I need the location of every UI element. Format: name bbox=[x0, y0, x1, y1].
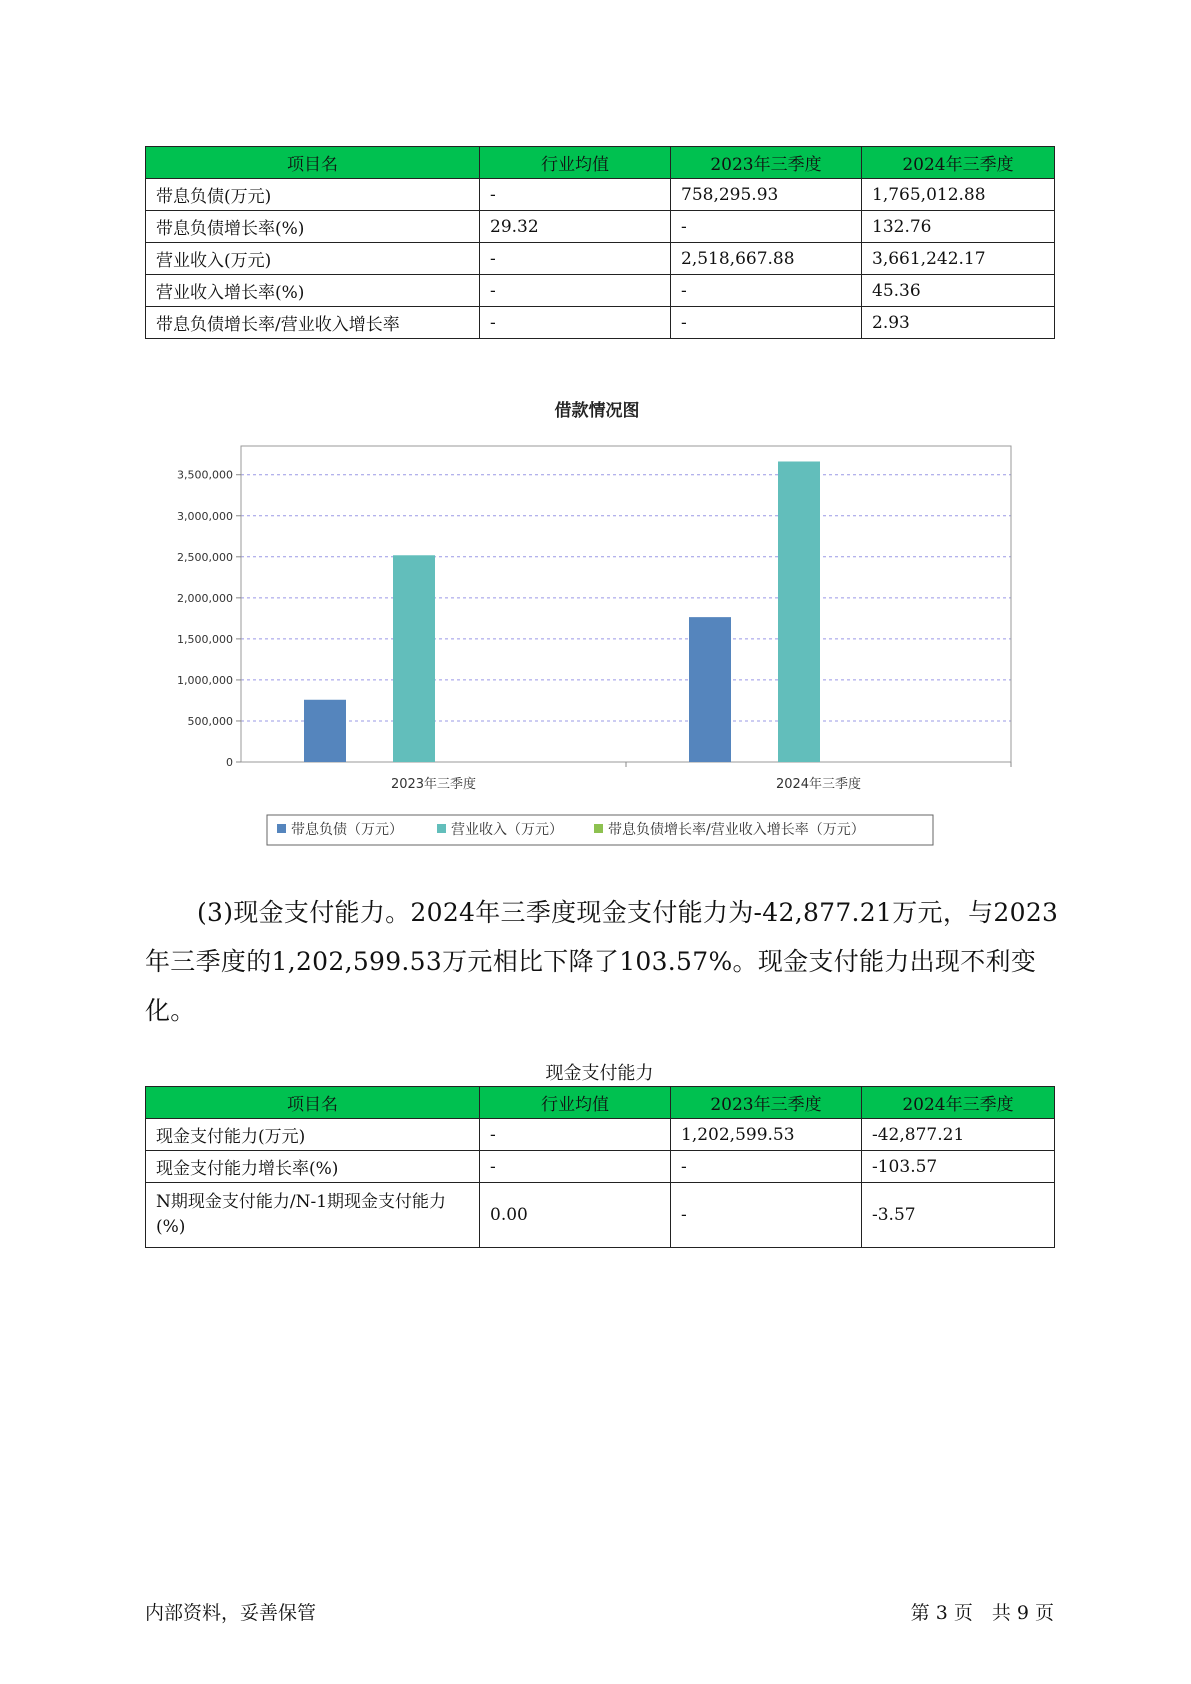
legend-swatch bbox=[277, 824, 286, 833]
y-tick-label: 3,000,000 bbox=[177, 509, 233, 523]
cell-name: 现金支付能力(万元) bbox=[146, 1119, 480, 1151]
cell-2023: 758,295.93 bbox=[671, 179, 862, 211]
debt-table bbox=[145, 146, 1055, 339]
cell-2023: - bbox=[671, 1183, 862, 1248]
table-row bbox=[146, 1183, 1055, 1248]
header-2024q3: 2024年三季度 bbox=[862, 1087, 1055, 1119]
cell-avg: - bbox=[480, 243, 671, 275]
bar-1-2 bbox=[689, 617, 731, 762]
y-tick-label: 3,500,000 bbox=[177, 468, 233, 482]
header-2023q3: 2023年三季度 bbox=[671, 1087, 862, 1119]
y-tick-label: 500,000 bbox=[187, 714, 233, 728]
borrowing-chart bbox=[0, 390, 1191, 850]
x-tick-label: 2024年三季度 bbox=[775, 777, 862, 792]
y-tick-label: 0 bbox=[226, 756, 233, 769]
table-row bbox=[146, 1151, 1055, 1183]
footer-confidential: 内部资料，妥善保管 bbox=[145, 1602, 317, 1624]
cell-2023: - bbox=[671, 1151, 862, 1183]
table-header-row bbox=[146, 1087, 1055, 1119]
footer-page-number: 第 3 页 共 9 页 bbox=[910, 1602, 1054, 1624]
cell-avg: - bbox=[480, 1119, 671, 1151]
cell-name: 现金支付能力增长率(%) bbox=[146, 1151, 480, 1183]
table-row bbox=[146, 307, 1055, 339]
cell-2023: 2,518,667.88 bbox=[671, 243, 862, 275]
legend-label: 带息负债（万元） bbox=[291, 822, 403, 838]
header-item-name: 项目名 bbox=[146, 1087, 480, 1119]
plot-area-frame bbox=[241, 446, 1011, 762]
cell-name: 带息负债增长率/营业收入增长率 bbox=[146, 307, 480, 339]
header-2024q3: 2024年三季度 bbox=[862, 147, 1055, 179]
cell-2024: -103.57 bbox=[862, 1151, 1055, 1183]
cash-payment-paragraph: (3)现金支付能力。2024年三季度现金支付能力为-42,877.21万元，与2023年三季度的1,202,599.53万元相比下降了103.57%。现金支付能力出现不利变化。 bbox=[145, 898, 1059, 1025]
y-axis-ticks bbox=[177, 469, 241, 769]
cell-2023: 1,202,599.53 bbox=[671, 1119, 862, 1151]
table-row bbox=[146, 275, 1055, 307]
cell-name: 营业收入(万元) bbox=[146, 243, 480, 275]
cell-name: 带息负债增长率(%) bbox=[146, 211, 480, 243]
cell-2024: 132.76 bbox=[862, 211, 1055, 243]
cell-2024: 3,661,242.17 bbox=[862, 243, 1055, 275]
cash-payment-table bbox=[145, 1086, 1055, 1248]
cell-2024: -42,877.21 bbox=[862, 1119, 1055, 1151]
chart-legend bbox=[267, 815, 933, 845]
bar-2-2 bbox=[778, 461, 820, 762]
header-industry-avg: 行业均值 bbox=[480, 147, 671, 179]
bar-2-1 bbox=[393, 555, 435, 762]
cell-avg: - bbox=[480, 179, 671, 211]
legend-swatch bbox=[437, 824, 446, 833]
legend-label: 营业收入（万元） bbox=[451, 822, 563, 838]
cell-2023: - bbox=[671, 275, 862, 307]
cell-2024: 45.36 bbox=[862, 275, 1055, 307]
table-row bbox=[146, 211, 1055, 243]
chart-title: 借款情况图 bbox=[554, 401, 640, 421]
legend-swatch bbox=[594, 824, 603, 833]
table2-caption: 现金支付能力 bbox=[545, 1063, 654, 1084]
y-tick-label: 2,500,000 bbox=[177, 550, 233, 564]
cell-avg: - bbox=[480, 1151, 671, 1183]
chart-gridlines bbox=[241, 475, 1011, 762]
header-2023q3: 2023年三季度 bbox=[671, 147, 862, 179]
table-row bbox=[146, 243, 1055, 275]
cell-2024: 2.93 bbox=[862, 307, 1055, 339]
cell-avg: - bbox=[480, 275, 671, 307]
cell-2023: - bbox=[671, 307, 862, 339]
x-axis-labels bbox=[391, 762, 1011, 792]
table-row bbox=[146, 1119, 1055, 1151]
header-item-name: 项目名 bbox=[146, 147, 480, 179]
cell-avg: 0.00 bbox=[480, 1183, 671, 1248]
cell-2023: - bbox=[671, 211, 862, 243]
y-tick-label: 1,000,000 bbox=[177, 673, 233, 687]
chart-bars bbox=[304, 461, 909, 762]
header-industry-avg: 行业均值 bbox=[480, 1087, 671, 1119]
cell-avg: 29.32 bbox=[480, 211, 671, 243]
y-tick-label: 2,000,000 bbox=[177, 591, 233, 605]
table-header-row bbox=[146, 147, 1055, 179]
x-tick-label: 2023年三季度 bbox=[390, 777, 477, 792]
cell-name: N期现金支付能力/N-1期现金支付能力(%) bbox=[146, 1183, 480, 1248]
legend-label: 带息负债增长率/营业收入增长率（万元） bbox=[608, 822, 865, 838]
cell-avg: - bbox=[480, 307, 671, 339]
bar-1-1 bbox=[304, 700, 346, 762]
y-tick-label: 1,500,000 bbox=[177, 632, 233, 646]
cell-2024: -3.57 bbox=[862, 1183, 1055, 1248]
cell-2024: 1,765,012.88 bbox=[862, 179, 1055, 211]
table-row bbox=[146, 179, 1055, 211]
cell-name: 营业收入增长率(%) bbox=[146, 275, 480, 307]
cell-name: 带息负债(万元) bbox=[146, 179, 480, 211]
